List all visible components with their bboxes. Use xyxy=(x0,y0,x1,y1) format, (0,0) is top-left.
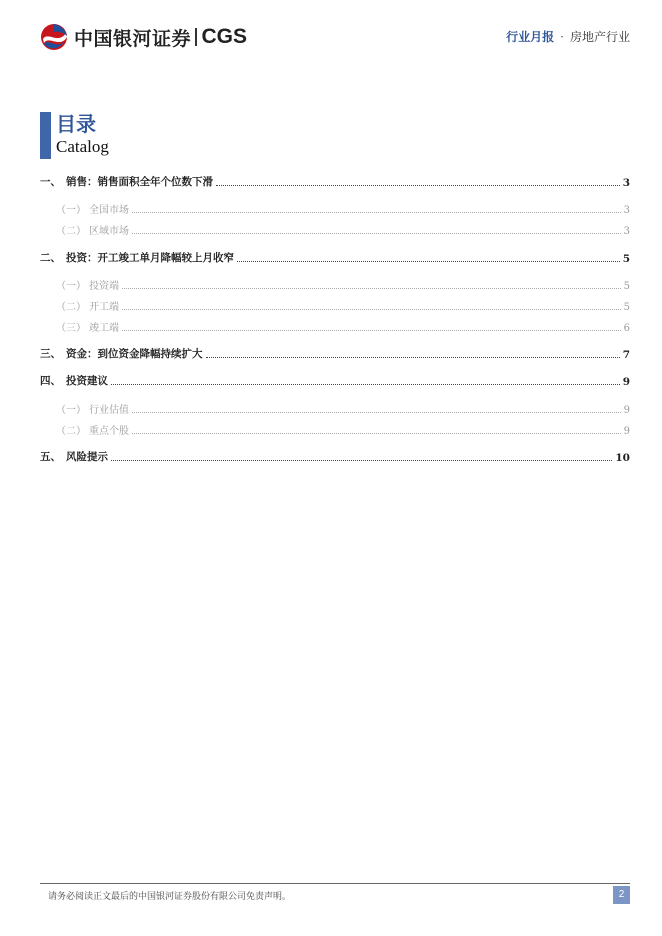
company-logo xyxy=(40,23,247,51)
toc-page-number: 3 xyxy=(622,177,630,189)
toc-number: 四、 xyxy=(40,375,61,387)
toc-leader-dots xyxy=(111,383,620,385)
toc-leader-dots xyxy=(132,232,621,234)
toc-entry[interactable] xyxy=(40,346,630,361)
toc-number: （二） xyxy=(56,426,86,437)
toc-entry[interactable] xyxy=(40,277,630,292)
toc-title: 竣工端 xyxy=(89,323,119,334)
toc-title: 销售：销售面积全年个位数下滑 xyxy=(66,176,213,188)
toc-leader-dots xyxy=(206,356,620,358)
toc-number: （二） xyxy=(56,302,86,313)
toc-title: 风险提示 xyxy=(66,451,108,463)
toc-leader-dots xyxy=(122,287,621,289)
footer-disclaimer: 请务必阅读正文最后的中国银河证券股份有限公司免责声明。 xyxy=(48,892,292,902)
toc-page-number: 10 xyxy=(615,452,630,464)
toc-leader-dots xyxy=(132,432,621,434)
toc-title: 开工端 xyxy=(89,302,119,313)
toc-number: （二） xyxy=(56,226,86,237)
toc-page-number: 9 xyxy=(622,376,630,388)
toc-entry[interactable] xyxy=(40,319,630,334)
toc-leader-dots xyxy=(122,308,621,310)
toc-entry[interactable] xyxy=(40,174,630,189)
page-title: 目录 xyxy=(56,112,96,136)
toc-number: （三） xyxy=(56,323,86,334)
toc-entry[interactable] xyxy=(40,449,630,464)
toc-leader-dots xyxy=(237,260,620,262)
toc-leader-dots xyxy=(111,459,612,461)
toc-leader-dots xyxy=(132,211,621,213)
logo-divider xyxy=(195,28,197,46)
report-category xyxy=(506,28,630,45)
page-number: 2 xyxy=(613,886,630,904)
report-type: 行业月报 xyxy=(506,30,555,44)
toc-title: 区域市场 xyxy=(89,226,129,237)
toc-page-number: 3 xyxy=(623,205,630,216)
toc-leader-dots xyxy=(216,184,620,186)
toc-title: 行业估值 xyxy=(89,405,129,416)
toc-number: 一、 xyxy=(40,176,61,188)
toc-title: 重点个股 xyxy=(89,426,129,437)
page-subtitle: Catalog xyxy=(56,137,109,156)
toc-page-number: 5 xyxy=(622,253,630,265)
toc-leader-dots xyxy=(122,329,621,331)
toc-title: 资金：到位资金降幅持续扩大 xyxy=(66,348,203,360)
logo-chinese-name: 中国银河证券 xyxy=(74,27,192,50)
toc-title: 投资建议 xyxy=(66,375,108,387)
toc-number: 五、 xyxy=(40,451,61,463)
logo-english-name: CGS xyxy=(201,25,248,48)
footer-divider xyxy=(40,883,630,884)
toc-number: （一） xyxy=(56,405,86,416)
toc-entry[interactable] xyxy=(40,401,630,416)
page-header xyxy=(0,0,662,60)
toc-entry[interactable] xyxy=(40,250,630,265)
toc-entry[interactable] xyxy=(40,201,630,216)
toc-page-number: 3 xyxy=(623,226,630,237)
toc-number: 三、 xyxy=(40,348,61,360)
toc-page-number: 7 xyxy=(622,349,630,361)
toc-number: （一） xyxy=(56,205,86,216)
toc-page-number: 5 xyxy=(623,302,630,313)
toc-page-number: 6 xyxy=(623,323,630,334)
toc-page-number: 9 xyxy=(623,426,630,437)
toc-page-number: 5 xyxy=(623,281,630,292)
toc-entry[interactable] xyxy=(40,373,630,388)
toc-title: 投资端 xyxy=(89,281,119,292)
toc-title: 投资：开工竣工单月降幅较上月收窄 xyxy=(66,252,234,264)
toc-number: 二、 xyxy=(40,252,61,264)
toc-entry[interactable] xyxy=(40,298,630,313)
toc-leader-dots xyxy=(132,411,621,413)
industry-name: 房地产行业 xyxy=(569,30,630,44)
header-separator: · xyxy=(560,30,564,44)
toc-entry[interactable] xyxy=(40,222,630,237)
heading-accent-bar xyxy=(40,112,51,159)
toc-page-number: 9 xyxy=(623,405,630,416)
toc-title: 全国市场 xyxy=(89,205,129,216)
toc-entry[interactable] xyxy=(40,422,630,437)
toc-number: （一） xyxy=(56,281,86,292)
cgs-logo-icon xyxy=(40,23,70,51)
